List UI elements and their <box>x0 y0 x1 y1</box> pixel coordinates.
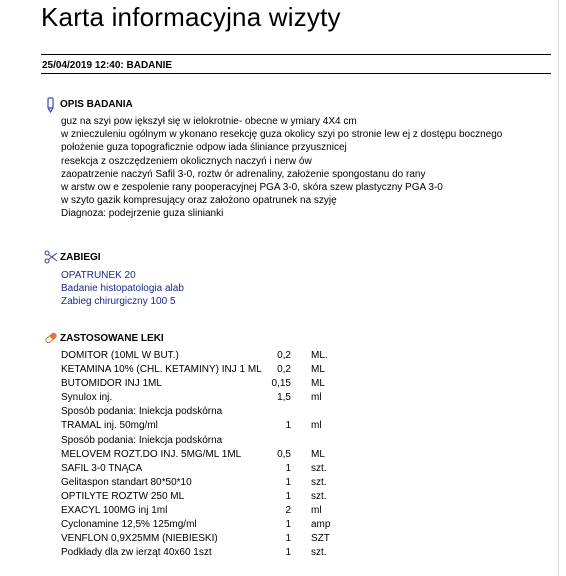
medication-row <box>61 490 351 504</box>
medication-quantity: 0,5 <box>277 448 291 460</box>
medication-name: Gelitaspon standart 80*50*10 <box>61 476 192 488</box>
opis-lines <box>61 115 502 221</box>
medication-quantity: 1 <box>285 533 291 545</box>
medication-name: Synulox inj. <box>61 392 113 404</box>
opis-line: w znieczuleniu ogólnym w ykonano resekcję guza okolicy szyi po stronie lew ej z dostępu bocznego <box>61 129 503 141</box>
medication-quantity: 1 <box>285 519 291 531</box>
visit-header: 25/04/2019 12:40: BADANIE <box>42 60 173 71</box>
medication-name: EXACYL 100MG inj 1ml <box>61 505 168 517</box>
medication-quantity: 2 <box>285 505 291 517</box>
medication-quantity: 1 <box>285 462 291 474</box>
medication-name: Sposób podania: Iniekcja podskórna <box>61 434 223 446</box>
section-leki-heading <box>44 331 164 345</box>
medication-unit: ML. <box>311 350 328 361</box>
medication-unit: szt. <box>311 547 327 559</box>
medication-quantity: 0,15 <box>271 378 291 390</box>
medication-quantity: 1,5 <box>277 392 291 404</box>
medication-unit <box>291 405 351 419</box>
zabiegi-list <box>61 269 184 309</box>
medication-row <box>61 462 351 476</box>
medication-name: BUTOMIDOR INJ 1ML <box>61 378 162 390</box>
medication-unit: ML <box>311 378 325 390</box>
medication-unit <box>291 434 351 448</box>
medication-unit: ML <box>311 448 325 460</box>
medication-unit: amp <box>311 519 331 531</box>
opis-line: w arstw ow e zespolenie rany pooperacyjnej PGA 3-0, skóra szew plastyczny PGA 3-0 <box>61 182 443 194</box>
medication-quantity: 1 <box>285 547 291 559</box>
section-opis-label: OPIS BADANIA <box>60 98 133 110</box>
section-zabiegi-heading <box>44 250 101 264</box>
medication-quantity <box>269 405 291 419</box>
medication-name: OPTILYTE ROZTW 250 ML <box>61 490 185 502</box>
opis-line: położenie guza topograficznie odpow iada śliniance przyusznicej <box>61 142 347 154</box>
medication-unit: ML <box>311 364 325 376</box>
section-zabiegi-label: ZABIEGI <box>60 251 101 263</box>
zabieg-item: OPATRUNEK 20 <box>61 270 136 281</box>
medication-quantity <box>269 434 291 448</box>
medication-quantity: 1 <box>285 476 291 488</box>
medication-unit: ml <box>311 392 322 404</box>
medication-name: TRAMAL inj. 50mg/ml <box>61 420 158 432</box>
opis-line: Diagnoza: podejrzenie guza slinianki <box>61 208 224 220</box>
medication-name: Podkłady dla zw ierząt 40x60 1szt <box>61 547 212 559</box>
zabieg-item: Badanie histopatologia alab <box>61 283 184 295</box>
medication-row <box>61 518 351 532</box>
medications-table <box>61 349 351 560</box>
medication-name: Sposób podania: Iniekcja podskórna <box>61 406 223 418</box>
medication-row <box>61 377 351 391</box>
medication-name: Cyclonamine 12,5% 125mg/ml <box>61 519 197 531</box>
medication-quantity: 0,2 <box>277 364 291 376</box>
medication-row <box>61 405 351 419</box>
pen-icon <box>44 97 58 111</box>
medication-name: SAFIL 3-0 TNĄCA <box>61 462 143 474</box>
pill-icon <box>44 331 58 345</box>
opis-line: resekcja z oszczędzeniem okolicznych naczyń i nerw ów <box>61 155 312 167</box>
medication-row <box>61 504 351 518</box>
page-edge <box>558 0 559 576</box>
medication-row <box>61 419 351 433</box>
medication-unit: ml <box>311 420 322 432</box>
opis-line: w szyto gazik kompresujący oraz założono opatrunek na szyję <box>61 195 337 207</box>
opis-line: zaopatrzenie naczyń Safil 3-0, roztw ór adrenaliny, założenie spongostanu do rany <box>61 168 426 180</box>
divider-bottom <box>41 73 551 74</box>
scissors-icon <box>44 250 58 264</box>
divider-top <box>41 54 551 55</box>
medication-name: MELOVEM ROZT.DO INJ. 5MG/ML 1ML <box>61 448 242 460</box>
medication-unit: szt. <box>311 462 327 474</box>
section-leki-label: ZASTOSOWANE LEKI <box>60 332 164 344</box>
medication-row <box>61 448 351 462</box>
medication-row <box>61 363 351 377</box>
medication-row <box>61 546 351 560</box>
medication-quantity: 1 <box>285 490 291 502</box>
medication-quantity: 0,2 <box>277 350 291 361</box>
opis-line: guz na szyi pow iększył się w ielokrotnie- obecne w ymiary 4X4 cm <box>61 116 357 127</box>
medication-name: KETAMINA 10% (CHL. KETAMINY) INJ 1 ML <box>61 364 262 376</box>
medication-row <box>61 532 351 546</box>
medication-unit: SZT <box>311 533 330 545</box>
medication-row <box>61 349 351 363</box>
medication-name: VENFLON 0,9X25MM (NIEBIESKI) <box>61 533 218 545</box>
medication-unit: ml <box>311 505 322 517</box>
medication-unit: szt. <box>311 490 327 502</box>
medication-unit: szt. <box>311 476 327 488</box>
section-opis-heading <box>44 97 133 111</box>
medication-row <box>61 434 351 448</box>
medication-row <box>61 476 351 490</box>
medication-row <box>61 391 351 405</box>
zabieg-item: Zabieg chirurgiczny 100 5 <box>61 296 176 308</box>
medication-quantity: 1 <box>285 420 291 432</box>
medication-name: DOMITOR (10ML W BUT.) <box>61 350 179 361</box>
document-title: Karta informacyjna wizyty <box>41 2 341 32</box>
